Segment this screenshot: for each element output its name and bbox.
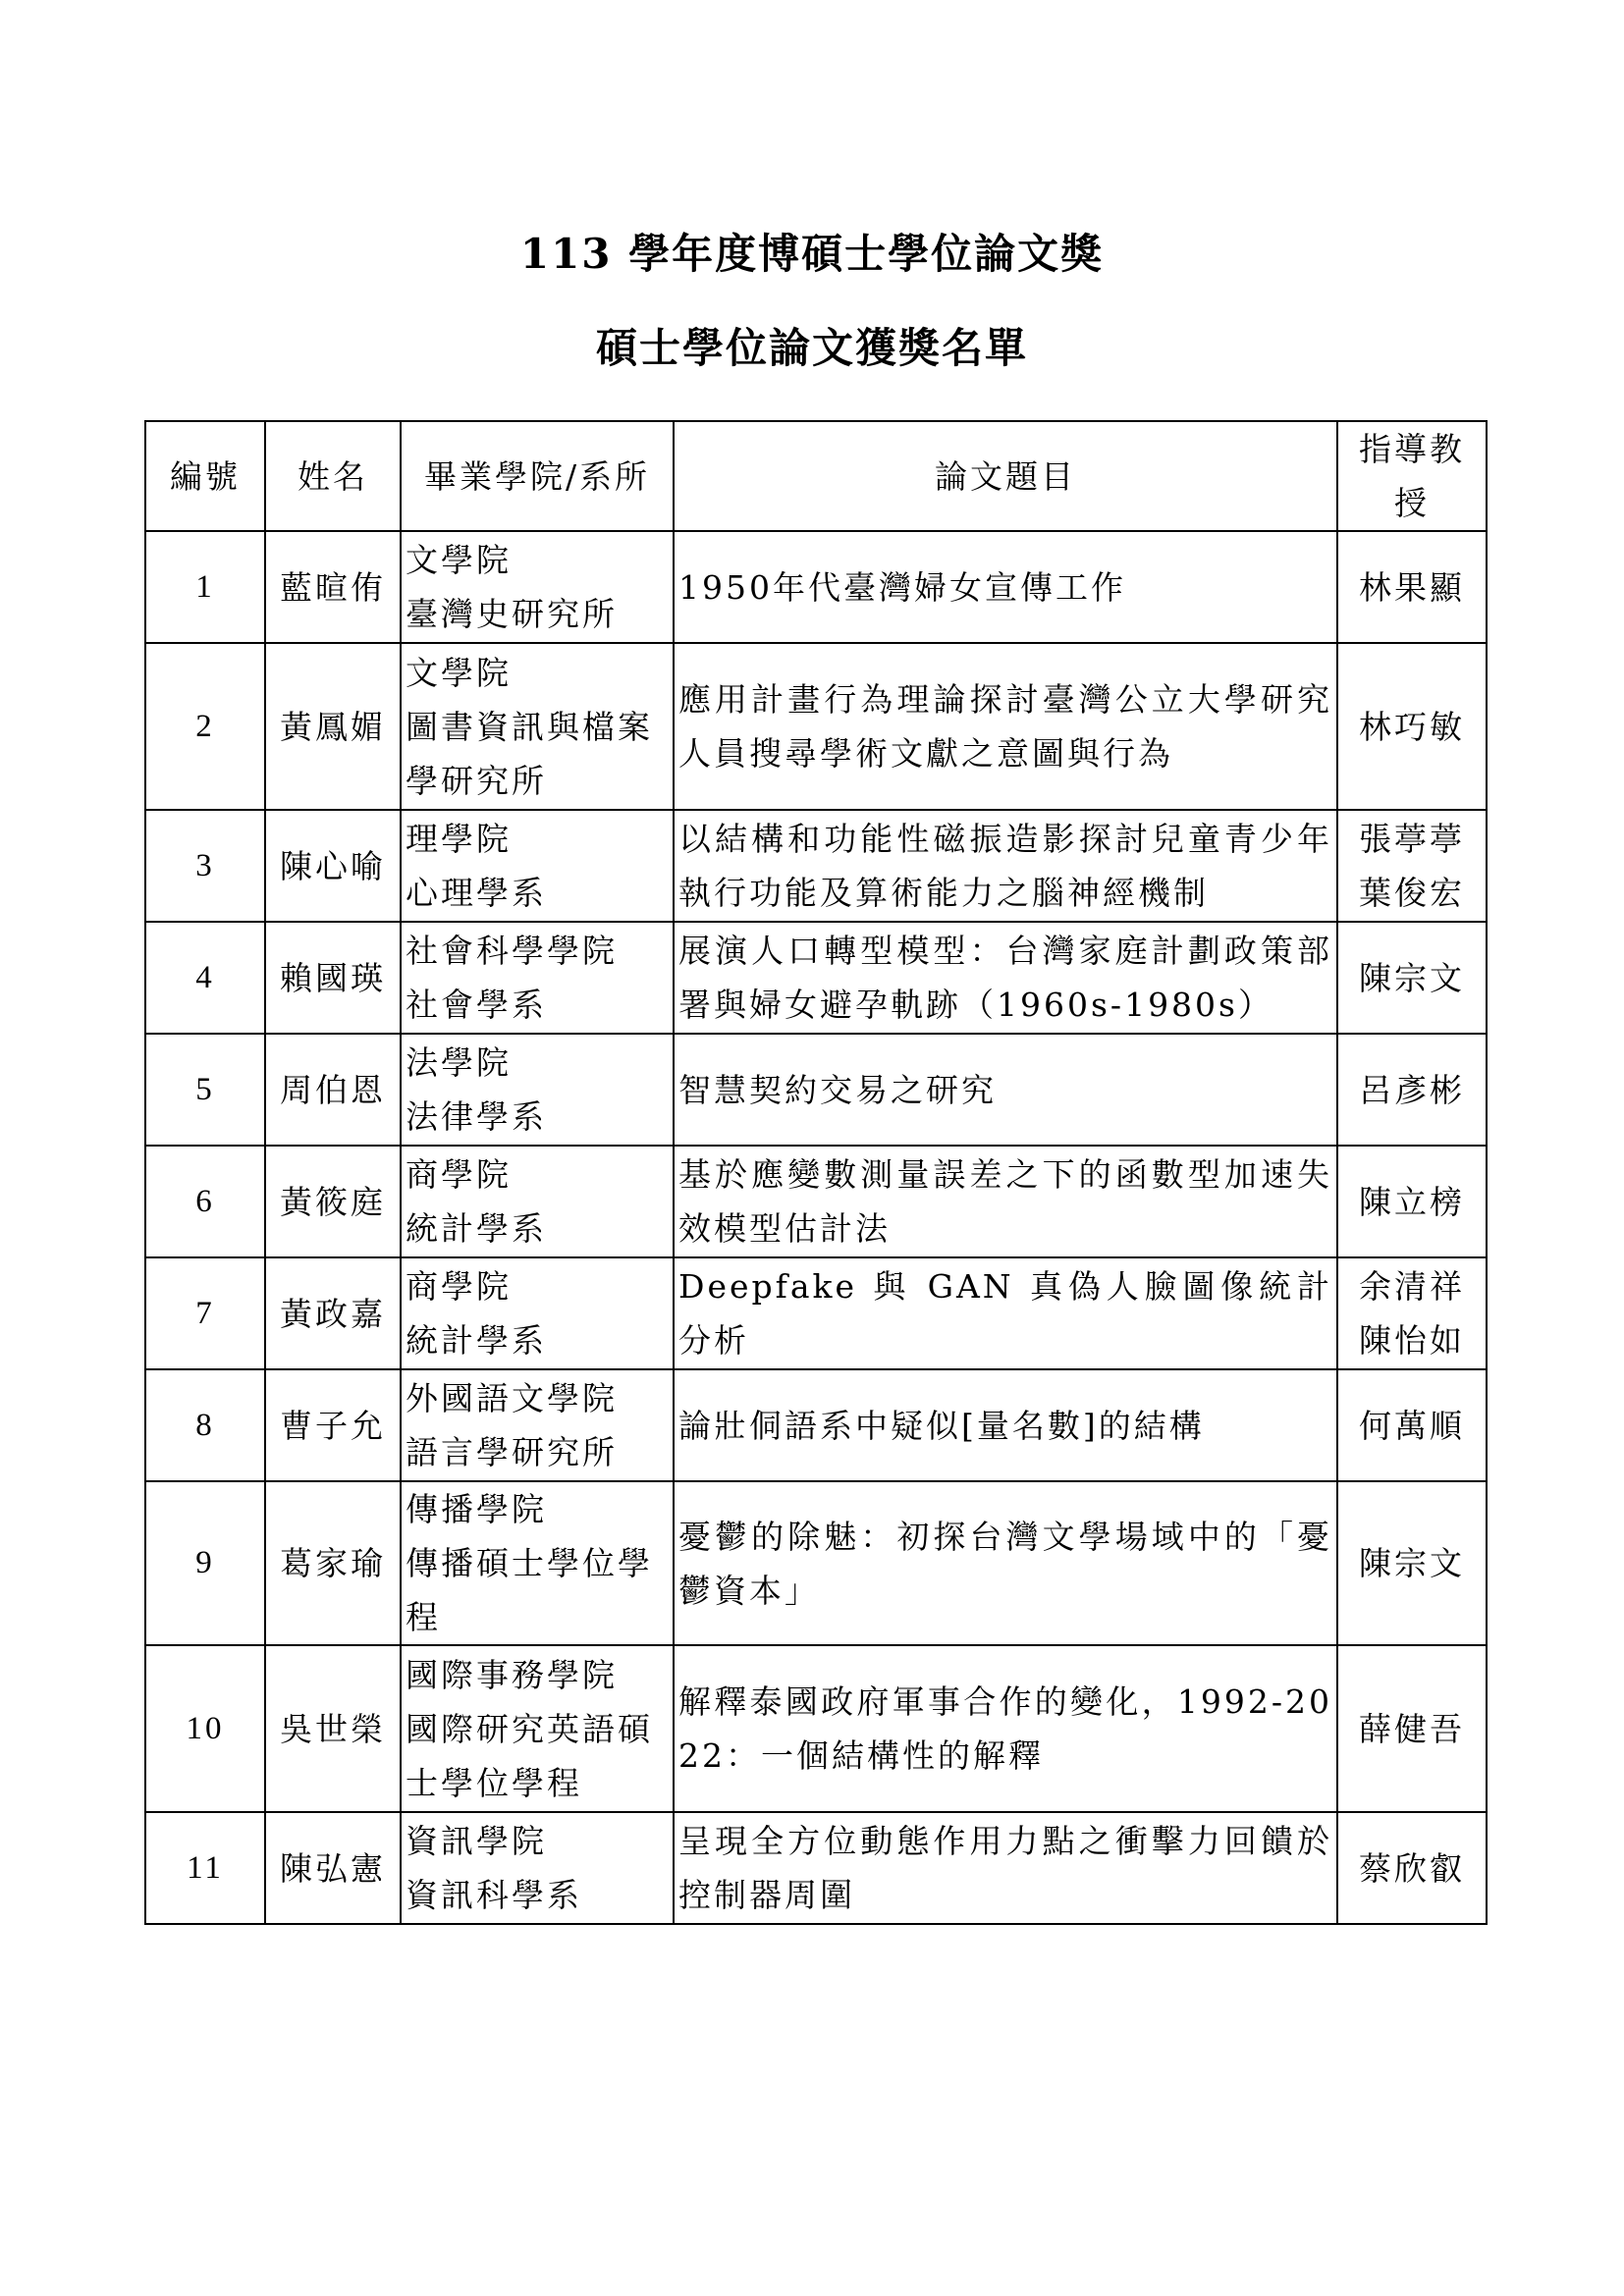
thesis-title: 呈現全方位動態作用力點之衝擊力回饋於控制器周圍	[674, 1812, 1337, 1924]
advisor-cell	[1337, 1812, 1487, 1924]
department-name: 臺灣史研究所	[406, 595, 618, 633]
thesis-title: 憂鬱的除魅：初探台灣文學場域中的「憂鬱資本」	[674, 1481, 1337, 1645]
advisor-cell	[1337, 1369, 1487, 1481]
college-name: 外國語文學院	[406, 1379, 618, 1417]
header-advisor: 指導教授	[1337, 421, 1487, 531]
advisor-name: 呂彥彬	[1359, 1070, 1465, 1109]
student-name: 吳世榮	[265, 1645, 401, 1812]
table-row	[145, 1369, 1487, 1481]
dept-cell	[401, 1812, 674, 1924]
thesis-title: 以結構和功能性磁振造影探討兒童青少年執行功能及算術能力之腦神經機制	[674, 810, 1337, 922]
dept-cell	[401, 810, 674, 922]
student-name: 曹子允	[265, 1369, 401, 1481]
college-name: 文學院	[406, 541, 512, 579]
thesis-title: 基於應變數測量誤差之下的函數型加速失效模型估計法	[674, 1146, 1337, 1257]
table-row	[145, 922, 1487, 1034]
dept-cell	[401, 643, 674, 810]
header-thesis: 論文題目	[674, 421, 1337, 531]
student-name: 黃政嘉	[265, 1257, 401, 1369]
row-no: 11	[145, 1812, 265, 1924]
dept-cell	[401, 531, 674, 643]
row-no: 3	[145, 810, 265, 922]
table-row	[145, 1257, 1487, 1369]
advisor-cell	[1337, 1481, 1487, 1645]
college-name: 資訊學院	[406, 1822, 547, 1860]
dept-cell	[401, 1645, 674, 1812]
header-no: 編號	[145, 421, 265, 531]
table-row	[145, 1034, 1487, 1146]
department-name: 法律學系	[406, 1097, 547, 1136]
department-name: 社會學系	[406, 986, 547, 1024]
advisor-name: 陳怡如	[1359, 1321, 1465, 1360]
student-name: 陳心喻	[265, 810, 401, 922]
student-name: 黃鳳媚	[265, 643, 401, 810]
table-row	[145, 1645, 1487, 1812]
row-no: 5	[145, 1034, 265, 1146]
student-name: 賴國瑛	[265, 922, 401, 1034]
advisor-cell	[1337, 643, 1487, 810]
advisor-cell	[1337, 1146, 1487, 1257]
table-row	[145, 1812, 1487, 1924]
college-name: 理學院	[406, 820, 512, 858]
thesis-title: Deepfake 與 GAN 真偽人臉圖像統計分析	[674, 1257, 1337, 1369]
advisor-name: 余清祥	[1359, 1267, 1465, 1306]
dept-cell	[401, 1481, 674, 1645]
department-name: 語言學研究所	[406, 1433, 618, 1471]
table-row	[145, 1481, 1487, 1645]
college-name: 國際事務學院	[406, 1655, 618, 1694]
student-name: 陳弘憲	[265, 1812, 401, 1924]
table-row	[145, 810, 1487, 922]
advisor-name: 陳宗文	[1359, 958, 1465, 997]
thesis-title: 智慧契約交易之研究	[674, 1034, 1337, 1146]
thesis-title: 論壯侗語系中疑似[量名數]的結構	[674, 1369, 1337, 1481]
advisor-name: 薛健吾	[1359, 1709, 1465, 1748]
document-subtitle: 碩士學位論文獲獎名單	[595, 324, 1028, 372]
college-name: 傳播學院	[406, 1490, 547, 1528]
advisor-cell	[1337, 1257, 1487, 1369]
college-name: 商學院	[406, 1155, 512, 1194]
row-no: 4	[145, 922, 265, 1034]
dept-cell	[401, 1034, 674, 1146]
advisor-name: 葉俊宏	[1359, 874, 1465, 912]
advisor-name: 林巧敏	[1359, 707, 1465, 746]
college-name: 社會科學學院	[406, 932, 618, 970]
department-name: 國際研究英語碩士學位學程	[406, 1709, 653, 1802]
dept-cell	[401, 922, 674, 1034]
document-title: 113 學年度博碩士學位論文獎	[519, 230, 1105, 278]
department-name: 傳播碩士學位學程	[406, 1544, 653, 1636]
college-name: 法學院	[406, 1043, 512, 1082]
dept-cell	[401, 1146, 674, 1257]
row-no: 6	[145, 1146, 265, 1257]
department-name: 統計學系	[406, 1321, 547, 1360]
advisor-cell	[1337, 1645, 1487, 1812]
table-header-row	[145, 421, 1487, 531]
awards-table	[144, 420, 1488, 1925]
advisor-name: 張葶葶	[1359, 820, 1465, 858]
row-no: 9	[145, 1481, 265, 1645]
advisor-name: 蔡欣叡	[1359, 1848, 1465, 1888]
department-name: 統計學系	[406, 1209, 547, 1248]
advisor-name: 陳立榜	[1359, 1182, 1465, 1221]
header-dept: 畢業學院/系所	[401, 421, 674, 531]
dept-cell	[401, 1257, 674, 1369]
row-no: 2	[145, 643, 265, 810]
table-row	[145, 1146, 1487, 1257]
thesis-title: 展演人口轉型模型：台灣家庭計劃政策部署與婦女避孕軌跡（1960s-1980s）	[674, 922, 1337, 1034]
college-name: 文學院	[406, 653, 512, 692]
row-no: 10	[145, 1645, 265, 1812]
advisor-name: 林果顯	[1359, 567, 1465, 607]
thesis-title: 應用計畫行為理論探討臺灣公立大學研究人員搜尋學術文獻之意圖與行為	[674, 643, 1337, 810]
student-name: 藍暄侑	[265, 531, 401, 643]
thesis-title: 解釋泰國政府軍事合作的變化，1992-2022：一個結構性的解釋	[674, 1645, 1337, 1812]
department-name: 圖書資訊與檔案學研究所	[406, 707, 653, 800]
department-name: 心理學系	[406, 874, 547, 912]
advisor-cell	[1337, 810, 1487, 922]
advisor-name: 陳宗文	[1359, 1544, 1465, 1582]
department-name: 資訊科學系	[406, 1876, 582, 1914]
table-row	[145, 643, 1487, 810]
student-name: 葛家瑜	[265, 1481, 401, 1645]
row-no: 7	[145, 1257, 265, 1369]
row-no: 1	[145, 531, 265, 643]
table-row	[145, 531, 1487, 643]
advisor-cell	[1337, 531, 1487, 643]
student-name: 黃筱庭	[265, 1146, 401, 1257]
advisor-cell	[1337, 1034, 1487, 1146]
header-name: 姓名	[265, 421, 401, 531]
dept-cell	[401, 1369, 674, 1481]
thesis-title: 1950年代臺灣婦女宣傳工作	[674, 531, 1337, 643]
advisor-cell	[1337, 922, 1487, 1034]
student-name: 周伯恩	[265, 1034, 401, 1146]
advisor-name: 何萬順	[1359, 1406, 1465, 1445]
college-name: 商學院	[406, 1267, 512, 1306]
row-no: 8	[145, 1369, 265, 1481]
